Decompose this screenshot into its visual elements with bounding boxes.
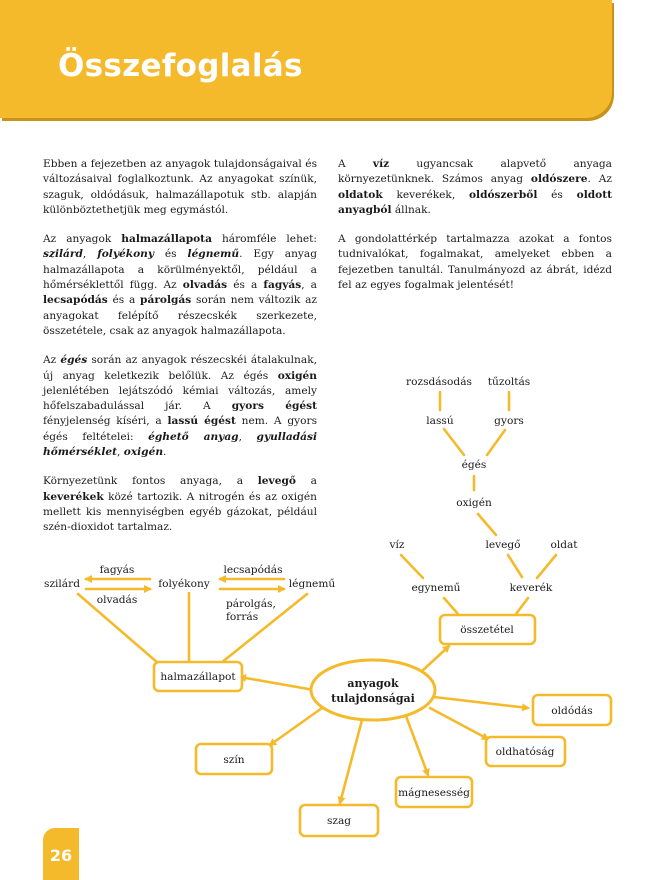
text-run: nem. A gyors égés feltételei:	[43, 415, 318, 443]
text-run: párolgás	[140, 294, 192, 307]
label-kever: keverék	[509, 582, 553, 594]
text-run: ,	[82, 248, 98, 261]
arrow-to-osszetetel	[421, 646, 449, 672]
line-eges-gyors	[487, 430, 505, 455]
text-run: gyors égést	[231, 400, 318, 413]
label-viz: víz	[389, 539, 405, 551]
text-run: oldószere	[530, 173, 588, 186]
arrow-to-oldhatosag	[430, 708, 488, 739]
text-run: oldószerből	[468, 188, 538, 201]
text-run: gyulladási hőmérséklet	[43, 430, 317, 459]
line-kever-oldat	[537, 555, 556, 578]
text-run: olvadás	[182, 279, 228, 292]
label-forras: forrás	[226, 611, 259, 623]
text-run: és a	[107, 294, 141, 307]
arrow-to-magnesesseg	[406, 716, 428, 775]
label-oldat: oldat	[550, 539, 578, 551]
text-run: levegő	[257, 475, 296, 488]
label-levego: levegő	[485, 539, 521, 551]
text-run: keverékek	[43, 490, 104, 503]
arrow-to-szag	[340, 720, 362, 803]
text-run: Környezetünk fontos anyaga, a	[43, 475, 258, 488]
text-run: . Az	[587, 173, 612, 186]
label-gyors: gyors	[494, 415, 524, 427]
center-label-line1: anyagok	[347, 677, 399, 690]
center-node	[311, 660, 435, 720]
arrow-to-szin	[270, 708, 322, 745]
text-run: jelenlétében lejátszódó kémiai változás, amely hőfelszabadulással jár. A	[43, 384, 317, 413]
label-szilard: szilárd	[44, 578, 80, 590]
text-run: . Egy anyag halmazállapota a körülményektől, például a hőmérséklettől függ. Az	[43, 248, 317, 292]
label-folyekony: folyékony	[158, 578, 210, 590]
text-run: oxigén	[277, 369, 317, 382]
label-oldodas: oldódás	[551, 705, 593, 717]
label-legnemu: légnemű	[288, 578, 336, 590]
label-lassu: lassú	[426, 415, 454, 427]
text-run: ugyancsak alapvető anyaga környezetünknek. Számos anyag	[338, 158, 612, 186]
arrow-to-oldodas	[434, 697, 528, 708]
label-eges: égés	[461, 459, 487, 471]
text-run: lecsapódás	[43, 294, 108, 307]
text-run: és a	[227, 279, 264, 292]
text-run: légnemű	[187, 248, 240, 261]
text-run: során nem változik az anyagokat felépítő részecskék szerkezete, összetétele, csak az anyagok halmazállapota.	[43, 294, 317, 337]
label-tuzoltas: tűzoltás	[487, 376, 531, 388]
label-fagyas: fagyás	[99, 564, 135, 576]
label-halmazallapot: halmazállapot	[160, 671, 236, 683]
text-run: ,	[238, 430, 257, 443]
text-run: .	[163, 446, 167, 459]
text-run: oldott anyagból	[338, 188, 612, 216]
text-run: a	[295, 475, 317, 488]
label-rozsdasodas: rozsdásodás	[406, 376, 472, 388]
text-run: állnak.	[391, 203, 431, 216]
text-run: , a	[301, 279, 317, 292]
line-ossz-kever	[516, 598, 528, 614]
text-run: keverékek,	[382, 188, 469, 201]
label-oldhatosag: oldhatóság	[495, 746, 555, 758]
center-label-line2: tulajdonságai	[331, 692, 415, 705]
text-run: éghető anyag	[148, 430, 239, 443]
text-run: ,	[117, 446, 124, 459]
text-run: A	[338, 158, 373, 170]
line-levego-oxigen	[478, 514, 496, 535]
label-szag: szag	[326, 815, 352, 827]
text-run: háromféle lehet:	[211, 233, 317, 246]
page-title: Összefoglalás	[58, 48, 303, 84]
line-kever-levego	[508, 555, 522, 577]
text-run: során az anyagok részecskéi átalakulnak, új anyag keletkezik belőlük. Az égés	[43, 354, 317, 382]
arrow-to-halmazallapot	[240, 677, 314, 690]
text-run: víz	[372, 158, 390, 170]
text-run: Az	[43, 354, 61, 367]
label-magnesesseg: mágnesesség	[398, 787, 470, 799]
label-oxigen: oxigén	[456, 497, 492, 509]
text-run: oxigén	[123, 446, 164, 459]
text-run: folyékony	[97, 248, 154, 261]
line-egynemu-viz	[401, 555, 423, 578]
label-egynemu: egynemű	[411, 582, 461, 594]
text-run: szilárd	[43, 248, 83, 261]
text-run: halmazállapota	[121, 233, 212, 246]
label-lecsapodas: lecsapódás	[223, 564, 283, 576]
label-olvadas: olvadás	[96, 594, 138, 606]
label-osszetetel: összetétel	[460, 624, 514, 636]
text-run: égés	[60, 354, 88, 367]
text-run: A gondolattérkép tartalmazza azokat a fontos tudnivalókat, fogalmakat, amelyeket ebben a fejezetben tanultál. Tanulmányozd az ábrát, idézd fel az egyes fogalmak jelentését!	[338, 233, 612, 292]
text-run: Ebben a fejezetben az anyagok tulajdonságaival és változásaival foglalkoztunk. Az anyagokat színük, szaguk, oldódásuk, halmazállapotuk stb. alapján különböztethetjük meg egymástól.	[43, 158, 317, 216]
text-run: fényjelenség kíséri, a	[43, 415, 168, 428]
line-ossz-egynemu	[444, 598, 458, 614]
text-run: és	[537, 188, 577, 201]
text-run: Az anyagok	[43, 233, 122, 246]
line-eges-lassu	[444, 429, 464, 455]
text-run: fagyás	[263, 279, 302, 292]
text-run: közé tartozik. A nitrogén és az oxigén mellett kis mennyiségben egyéb gázokat, például szén-dioxidot tartalmaz.	[43, 490, 317, 534]
text-run: lassú égést	[167, 415, 236, 428]
label-parolgas: párolgás,	[226, 598, 276, 610]
text-run: és	[154, 248, 188, 261]
page-number-tab	[43, 828, 79, 880]
label-szin: szín	[223, 754, 245, 766]
page-number: 26	[49, 846, 73, 865]
text-run: oldatok	[338, 188, 383, 201]
